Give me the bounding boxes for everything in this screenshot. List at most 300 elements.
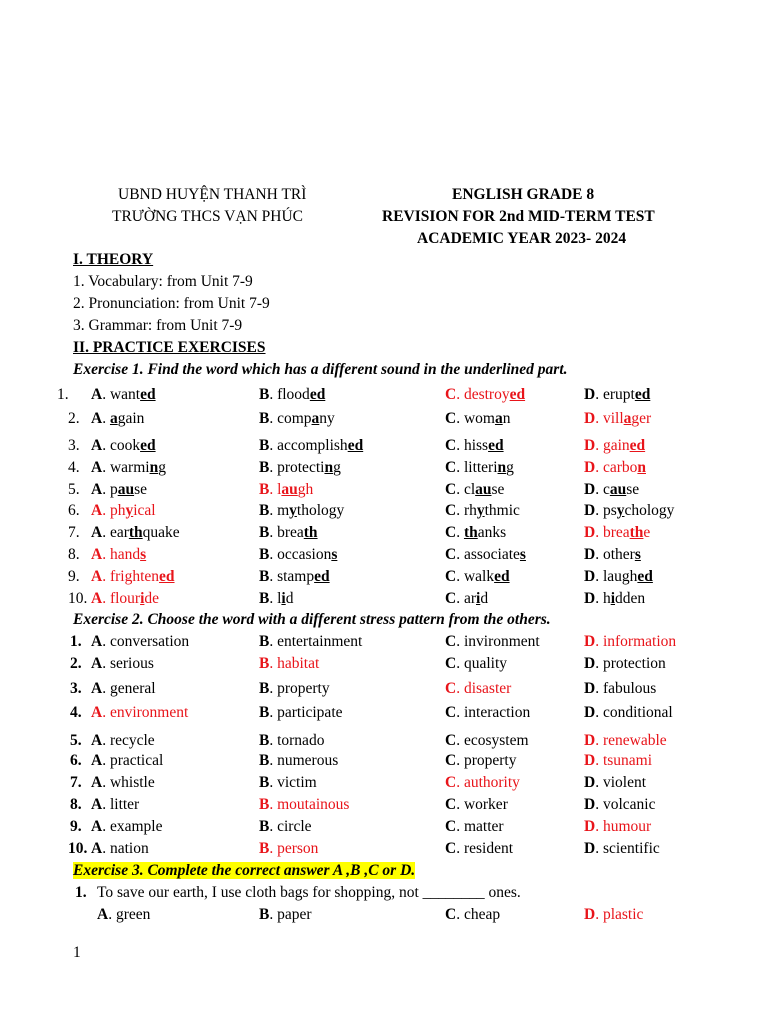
option-letter: C xyxy=(445,906,457,923)
option-b: B. tornado xyxy=(259,732,325,749)
option-c: C. associates xyxy=(445,546,526,563)
word-part: paper xyxy=(277,906,312,923)
word-part: ear xyxy=(109,524,129,541)
underlined-part: au xyxy=(281,481,298,498)
exercise-3-title-text: Exercise 3. Complete the correct answer A ,B ,C or D. xyxy=(73,862,416,879)
word-part: disaster xyxy=(463,680,512,697)
option-a: A. again xyxy=(91,410,145,427)
word-part: cook xyxy=(109,437,141,454)
option-c: C. cheap xyxy=(445,906,501,923)
word-part: accomplish xyxy=(277,437,348,454)
option-letter: B xyxy=(259,568,270,585)
word-part: violent xyxy=(602,774,647,791)
word-part: anks xyxy=(477,524,507,541)
underlined-part: ed xyxy=(634,386,651,403)
option-letter: C xyxy=(445,437,457,454)
underlined-part: a xyxy=(494,410,503,427)
option-c: C. littering xyxy=(445,459,514,476)
option-letter: D xyxy=(584,502,596,519)
word-part: gain xyxy=(602,437,630,454)
underlined-part: th xyxy=(128,524,143,541)
option-d: D. laughed xyxy=(584,568,653,585)
underlined-part: y xyxy=(289,502,297,519)
option-letter: D xyxy=(584,633,596,650)
option-b: B. breath xyxy=(259,524,318,541)
underlined-part: n xyxy=(324,459,334,476)
option-d: D. scientific xyxy=(584,840,660,857)
word-part: h xyxy=(602,590,611,607)
option-d: D. protection xyxy=(584,655,666,672)
option-c: C. woman xyxy=(445,410,511,427)
option-a: A. practical xyxy=(91,752,164,769)
option-c: C. ecosystem xyxy=(445,732,529,749)
word-part: habitat xyxy=(277,655,320,672)
option-c: C. worker xyxy=(445,796,508,813)
option-letter: C xyxy=(445,774,457,791)
option-d: D. cause xyxy=(584,481,640,498)
option-d: D. gained xyxy=(584,437,646,454)
option-letter: B xyxy=(259,732,270,749)
option-letter: C xyxy=(445,704,457,721)
word-part: brea xyxy=(602,524,630,541)
option-letter: B xyxy=(259,590,270,607)
option-letter: A xyxy=(91,796,103,813)
underlined-part: y xyxy=(616,502,625,519)
word-part: erupt xyxy=(602,386,635,403)
question-number: 1. xyxy=(70,633,82,650)
option-b: B. company xyxy=(259,410,335,427)
option-a: A. cooked xyxy=(91,437,156,454)
word-part: vill xyxy=(602,410,624,427)
option-d: D. erupted xyxy=(584,386,651,403)
question-number: 8. xyxy=(70,796,82,813)
option-c: C. hissed xyxy=(445,437,504,454)
underlined-part: ed xyxy=(140,437,156,454)
option-letter: C xyxy=(445,568,457,585)
word-part: ny xyxy=(319,410,335,427)
option-letter: C xyxy=(445,633,457,650)
word-part: ar xyxy=(463,590,476,607)
option-letter: C xyxy=(445,590,457,607)
option-a: A. phyical xyxy=(91,502,156,519)
option-letter: B xyxy=(259,546,270,563)
question-number: 10. xyxy=(68,590,88,607)
word-part: de xyxy=(144,590,160,607)
word-part: se xyxy=(626,481,640,498)
option-letter: C xyxy=(445,524,457,541)
option-letter: A xyxy=(91,680,103,697)
word-part: se xyxy=(134,481,147,498)
option-a: A. recycle xyxy=(91,732,155,749)
option-a: A. general xyxy=(91,680,156,697)
option-letter: B xyxy=(259,386,270,403)
academic-year: ACADEMIC YEAR 2023- 2024 xyxy=(417,230,627,247)
option-d: D. information xyxy=(584,633,677,650)
option-letter: B xyxy=(259,774,270,791)
underlined-part: au xyxy=(117,481,135,498)
option-letter: B xyxy=(259,633,270,650)
option-letter: C xyxy=(445,502,457,519)
option-letter: D xyxy=(584,840,596,857)
option-a: A. conversation xyxy=(91,633,190,650)
word-part: g xyxy=(506,459,514,476)
option-c: C. interaction xyxy=(445,704,531,721)
option-letter: C xyxy=(445,796,457,813)
word-part: recycle xyxy=(109,732,155,749)
option-c: C. arid xyxy=(445,590,489,607)
option-letter: D xyxy=(584,906,596,923)
option-letter: D xyxy=(584,680,596,697)
question-number: 2. xyxy=(68,410,80,427)
underlined-part: ed xyxy=(637,568,653,585)
option-letter: B xyxy=(259,818,270,835)
option-b: B. accomplished xyxy=(259,437,364,454)
subject-title: ENGLISH GRADE 8 xyxy=(452,186,595,203)
question-number: 6. xyxy=(70,752,82,769)
question-number: 4. xyxy=(70,704,82,721)
word-part: tornado xyxy=(277,732,325,749)
option-b: B. laugh xyxy=(259,481,314,498)
underlined-part: au xyxy=(475,481,492,498)
option-letter: A xyxy=(97,906,109,923)
option-a: A. flouride xyxy=(91,590,160,607)
option-letter: C xyxy=(445,818,457,835)
option-c: C. matter xyxy=(445,818,504,835)
option-letter: C xyxy=(445,655,457,672)
option-d: D. others xyxy=(584,546,641,563)
option-d: D. violent xyxy=(584,774,647,791)
option-letter: A xyxy=(91,502,103,519)
option-letter: A xyxy=(91,524,103,541)
word-part: ical xyxy=(133,502,156,519)
option-letter: A xyxy=(91,546,103,563)
option-b: B. entertainment xyxy=(259,633,363,650)
underlined-part: au xyxy=(609,481,627,498)
option-letter: B xyxy=(259,704,270,721)
option-letter: D xyxy=(584,796,596,813)
option-a: A. environment xyxy=(91,704,189,721)
word-part: environment xyxy=(109,704,189,721)
option-letter: D xyxy=(584,732,596,749)
word-part: wom xyxy=(463,410,495,427)
word-part: stamp xyxy=(277,568,315,585)
option-letter: A xyxy=(91,774,103,791)
question-number: 5. xyxy=(68,481,80,498)
option-d: D. tsunami xyxy=(584,752,653,769)
word-part: conditional xyxy=(602,704,673,721)
option-letter: D xyxy=(584,386,596,403)
word-part: victim xyxy=(277,774,317,791)
word-part: authority xyxy=(463,774,520,791)
word-part: ger xyxy=(631,410,652,427)
word-part: interaction xyxy=(463,704,531,721)
option-b: B. flooded xyxy=(259,386,326,403)
word-part: hiss xyxy=(463,437,489,454)
option-a: A. hands xyxy=(91,546,147,563)
word-part: brea xyxy=(277,524,304,541)
option-b: B. protecting xyxy=(259,459,341,476)
option-letter: A xyxy=(91,568,103,585)
word-part: walk xyxy=(463,568,495,585)
option-letter: A xyxy=(91,437,103,454)
option-letter: D xyxy=(584,437,596,454)
option-b: B. lid xyxy=(259,590,294,607)
option-d: D. plastic xyxy=(584,906,644,923)
option-letter: A xyxy=(91,459,103,476)
underlined-part: ed xyxy=(509,386,526,403)
option-letter: A xyxy=(91,633,103,650)
word-part: cl xyxy=(463,481,476,498)
option-letter: A xyxy=(91,655,103,672)
practice-heading: II. PRACTICE EXERCISES xyxy=(73,339,266,356)
option-letter: D xyxy=(584,752,596,769)
underlined-part: ed xyxy=(309,386,326,403)
word-part: entertainment xyxy=(277,633,363,650)
word-part: renewable xyxy=(602,732,667,749)
word-part: gain xyxy=(117,410,145,427)
option-letter: B xyxy=(259,906,270,923)
option-letter: A xyxy=(91,704,103,721)
question-number: 1. xyxy=(57,386,69,403)
option-a: A. litter xyxy=(91,796,140,813)
word-part: quake xyxy=(142,524,180,541)
question-number: 6. xyxy=(68,502,80,519)
option-c: C. disaster xyxy=(445,680,512,697)
option-b: B. property xyxy=(259,680,330,697)
word-part: property xyxy=(463,752,517,769)
underlined-part: n xyxy=(149,459,159,476)
option-letter: D xyxy=(584,568,596,585)
option-letter: A xyxy=(91,386,103,403)
word-part: protection xyxy=(602,655,666,672)
option-letter: A xyxy=(91,732,103,749)
word-part: moutainous xyxy=(277,796,350,813)
word-part: g xyxy=(158,459,166,476)
option-letter: D xyxy=(584,481,596,498)
word-part: matter xyxy=(463,818,504,835)
word-part: gh xyxy=(297,481,314,498)
underlined-part: a xyxy=(109,410,118,427)
underlined-part: th xyxy=(303,524,318,541)
option-d: D. breathe xyxy=(584,524,651,541)
word-part: p xyxy=(109,481,118,498)
theory-item: 3. Grammar: from Unit 7-9 xyxy=(73,317,243,334)
word-part: resident xyxy=(463,840,514,857)
option-d: D. renewable xyxy=(584,732,667,749)
option-d: D. villager xyxy=(584,410,652,427)
word-part: want xyxy=(109,386,141,403)
word-part: flour xyxy=(109,590,141,607)
word-part: volcanic xyxy=(602,796,656,813)
word-part: scientific xyxy=(602,840,660,857)
word-part: humour xyxy=(602,818,652,835)
district-name: UBND HUYỆN THANH TRÌ xyxy=(118,186,307,203)
option-letter: B xyxy=(259,524,270,541)
option-d: D. fabulous xyxy=(584,680,657,697)
word-part: chology xyxy=(624,502,675,519)
word-part: m xyxy=(277,502,290,519)
word-part: whistle xyxy=(109,774,155,791)
underlined-part: s xyxy=(519,546,526,563)
option-letter: A xyxy=(91,752,103,769)
option-letter: C xyxy=(445,680,457,697)
word-part: hand xyxy=(109,546,141,563)
option-b: B. numerous xyxy=(259,752,339,769)
option-letter: D xyxy=(584,410,596,427)
underlined-part: i xyxy=(281,590,286,607)
option-a: A. serious xyxy=(91,655,154,672)
word-part: associate xyxy=(463,546,520,563)
question-number: 3. xyxy=(68,437,80,454)
question-number: 3. xyxy=(70,680,82,697)
test-title: REVISION FOR 2nd MID-TERM TEST xyxy=(382,208,655,225)
option-letter: A xyxy=(91,481,103,498)
option-a: A. frightened xyxy=(91,568,175,585)
exercise-1-title: Exercise 1. Find the word which has a different sound in the underlined part. xyxy=(73,361,568,378)
word-part: circle xyxy=(277,818,312,835)
underlined-part: ed xyxy=(494,568,510,585)
word-part: d xyxy=(285,590,294,607)
option-letter: C xyxy=(445,840,457,857)
option-a: A. pause xyxy=(91,481,147,498)
option-letter: B xyxy=(259,481,270,498)
underlined-part: ed xyxy=(140,386,156,403)
underlined-part: ed xyxy=(629,437,646,454)
word-part: d xyxy=(480,590,489,607)
option-c: C. invironment xyxy=(445,633,540,650)
underlined-part: y xyxy=(125,502,134,519)
option-b: B. victim xyxy=(259,774,317,791)
question-number: 8. xyxy=(68,546,80,563)
word-part: litteri xyxy=(463,459,498,476)
word-part: participate xyxy=(277,704,343,721)
word-part: frighten xyxy=(109,568,160,585)
option-d: D. carbon xyxy=(584,459,646,476)
word-part: information xyxy=(602,633,677,650)
option-c: C. property xyxy=(445,752,517,769)
option-letter: D xyxy=(584,704,596,721)
word-part: laugh xyxy=(602,568,638,585)
option-c: C. thanks xyxy=(445,524,507,541)
option-b: B. paper xyxy=(259,906,312,923)
word-part: quality xyxy=(463,655,508,672)
exercise-2-title: Exercise 2. Choose the word with a different stress pattern from the others. xyxy=(73,611,551,628)
underlined-part: y xyxy=(476,502,485,519)
option-a: A. nation xyxy=(91,840,149,857)
underlined-part: n xyxy=(637,459,646,476)
option-c: C. destroyed xyxy=(445,386,526,403)
underlined-part: s xyxy=(140,546,147,563)
question-number: 5. xyxy=(70,732,82,749)
word-part: g xyxy=(333,459,341,476)
word-part: worker xyxy=(463,796,508,813)
option-letter: D xyxy=(584,524,596,541)
option-b: B. occasions xyxy=(259,546,338,563)
word-part: litter xyxy=(109,796,140,813)
underlined-part: i xyxy=(610,590,616,607)
word-part: flood xyxy=(277,386,310,403)
option-d: D. volcanic xyxy=(584,796,656,813)
option-letter: D xyxy=(584,774,596,791)
option-letter: C xyxy=(445,410,457,427)
option-c: C. walked xyxy=(445,568,510,585)
underlined-part: i xyxy=(140,590,145,607)
option-letter: B xyxy=(259,655,270,672)
question-number: 2. xyxy=(70,655,82,672)
word-part: e xyxy=(643,524,651,541)
question-number: 9. xyxy=(68,568,80,585)
option-letter: A xyxy=(91,410,103,427)
option-letter: C xyxy=(445,459,457,476)
underlined-part: n xyxy=(497,459,507,476)
underlined-part: ed xyxy=(159,568,175,585)
underlined-part: ed xyxy=(347,437,364,454)
option-c: C. resident xyxy=(445,840,514,857)
option-letter: B xyxy=(259,840,270,857)
option-a: A. warming xyxy=(91,459,166,476)
question-number: 7. xyxy=(68,524,80,541)
option-b: B. mythology xyxy=(259,502,345,519)
option-c: C. authority xyxy=(445,774,520,791)
word-part: protecti xyxy=(277,459,325,476)
word-part: thmic xyxy=(484,502,520,519)
underlined-part: i xyxy=(476,590,481,607)
question-number: 10. xyxy=(68,840,88,857)
option-letter: B xyxy=(259,680,270,697)
word-part: nation xyxy=(109,840,149,857)
word-part: l xyxy=(277,590,282,607)
underlined-part: a xyxy=(623,410,632,427)
word-part: thology xyxy=(296,502,345,519)
option-letter: C xyxy=(445,481,457,498)
option-letter: D xyxy=(584,546,596,563)
option-a: A. green xyxy=(97,906,151,923)
option-d: D. hidden xyxy=(584,590,646,607)
theory-heading: I. THEORY xyxy=(73,251,154,268)
underlined-part: th xyxy=(463,524,478,541)
option-letter: C xyxy=(445,546,457,563)
option-b: B. stamped xyxy=(259,568,330,585)
option-b: B. person xyxy=(259,840,319,857)
page-number: 1 xyxy=(73,944,81,961)
option-c: C. rhythmic xyxy=(445,502,520,519)
option-letter: B xyxy=(259,796,270,813)
word-part: conversation xyxy=(109,633,190,650)
option-letter: D xyxy=(584,818,596,835)
word-part: general xyxy=(109,680,156,697)
option-letter: A xyxy=(91,840,103,857)
option-letter: B xyxy=(259,502,270,519)
word-part: ph xyxy=(109,502,126,519)
word-part: comp xyxy=(277,410,312,427)
option-d: D. psychology xyxy=(584,502,675,519)
underlined-part: ed xyxy=(314,568,330,585)
question-number: 7. xyxy=(70,774,82,791)
underlined-part: s xyxy=(634,546,641,563)
option-letter: D xyxy=(584,655,596,672)
word-part: tsunami xyxy=(602,752,653,769)
underlined-part: a xyxy=(311,410,320,427)
word-part: serious xyxy=(109,655,154,672)
word-part: occasion xyxy=(277,546,332,563)
option-letter: A xyxy=(91,818,103,835)
option-b: B. participate xyxy=(259,704,343,721)
word-part: cheap xyxy=(463,906,501,923)
word-part: n xyxy=(502,410,511,427)
option-b: B. habitat xyxy=(259,655,320,672)
option-a: A. earthquake xyxy=(91,524,180,541)
option-c: C. clause xyxy=(445,481,505,498)
